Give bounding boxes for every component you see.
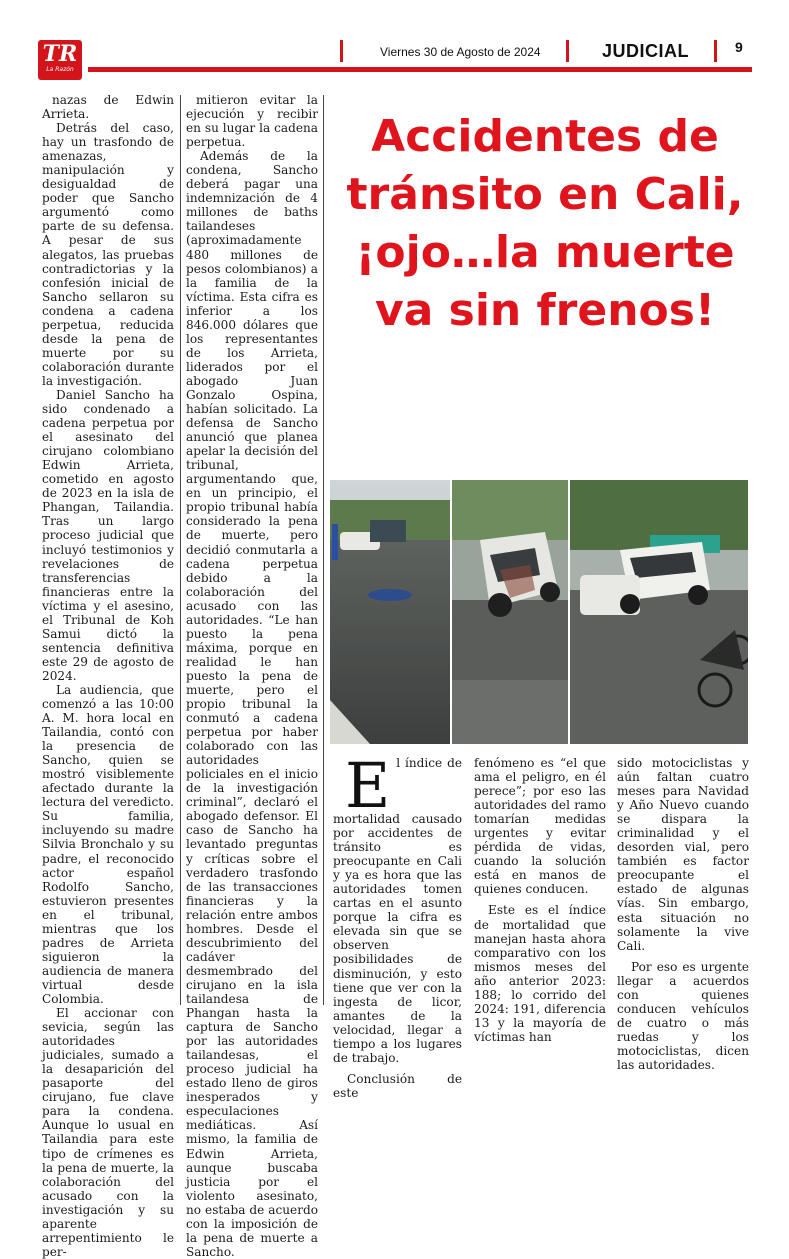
paragraph: Detrás del caso, hay un trasfondo de amenazas, manipulación y desigualdad de poder que Sancho argumentó como parte de su defensa. A pesar de sus alegatos, las pruebas contradictorias y la confesión inicial de Sancho sellaron su condena a cadena perpetua, reducida desde la pena de muerte por su colaboración durante la investigación. bbox=[42, 121, 174, 388]
headline: Accidentes de tránsito en Cali, ¡ojo…la muerte va sin frenos! bbox=[346, 111, 744, 336]
article-column-1 bbox=[42, 93, 174, 1259]
newspaper-logo bbox=[38, 40, 82, 80]
paragraph: Este es el índice de mortalidad que manejan hasta ahora comparativo con los mismos meses del año anterior 2023: 188; lo corrido del 2024: 191, diferencia 13 y la mayoría de víctimas han bbox=[474, 903, 606, 1044]
page-number: 9 bbox=[735, 39, 743, 55]
paragraph: fenómeno es “el que ama el peligro, en él perece”; por eso las autoridades del ramo tomarían medidas urgentes y evitar pérdida de vidas, cuando la solución está en manos de quienes conducen. bbox=[474, 756, 606, 897]
header-divider bbox=[566, 40, 569, 62]
paragraph: La audiencia, que comenzó a las 10:00 A. M. hora local en Tailandia, contó con la presencia de Sancho, quien se mostró visiblemente afectado durante la lectura del veredicto. Su familia, incluyendo su madre Silvia Bronchalo y su padre, el reconocido actor español Rodolfo Sancho, estuvieron presentes en el tribunal, mientras que los padres de Arrieta siguieron la audiencia de manera virtual desde Colombia. bbox=[42, 682, 174, 1006]
paragraph: mitieron evitar la ejecución y recibir en su lugar la cadena perpetua. bbox=[186, 93, 318, 150]
paragraph: Además de la condena, Sancho deberá pagar una indemnización de 4 millones de baths tailandeses (aproximadamente 480 millones de pesos colombianos) a la familia de la víctima. Esta cifra es inferior a los 846.000 dólares que los representantes de los Arrieta, liderados por el abogado Juan Gonzalo Ospina, habían solicitado. La defensa de Sancho anunció que planea apelar la decisión del tribunal, argumentando que, en un principio, el propio tribunal había considerado la pena de muerte, pero decidió conmutarla a cadena perpetua debido a la colaboración del acusado con las autoridades. “Le han puesto la pena máxima, porque en realidad le han puesto la pena de muerte, pero el propio tribunal la conmutó a cadena perpetua por haber colaborado con las autoridades policiales en el inicio de la investigación criminal”, declaró el abogado defensor. El caso de Sancho ha levantado preguntas y críticas sobre el verdadero trasfondo de las transacciones financieras y la relación entre ambos hombres. Desde el descubrimiento del cadáver desmembrado del cirujano en la isla tailandesa de Phangan hasta la captura de Sancho por las autoridades tailandesas, el proceso judicial ha estado lleno de giros inesperados y especulaciones mediáticas. Así mismo, la familia de Edwin Arrieta, aunque buscaba justicia por el violento asesinato, no estaba de acuerdo con la imposición de la pena de muerte a Sancho. bbox=[186, 149, 318, 1259]
paragraph: Por eso es urgente llegar a acuerdos con quienes conducen vehículos de cuatro o más ruedas y los motociclistas, dicen las autoridades. bbox=[617, 959, 749, 1072]
logo-mark: TR bbox=[42, 41, 78, 67]
drop-cap: E bbox=[345, 749, 391, 822]
accident-photos-image bbox=[330, 480, 748, 744]
story-column-3 bbox=[617, 756, 749, 1072]
header-rule bbox=[88, 67, 752, 72]
photo-panel-2 bbox=[452, 480, 568, 744]
paragraph: Conclusión de este bbox=[333, 1071, 462, 1100]
accident-photo-collage bbox=[330, 480, 748, 744]
paragraph: l índice de mortalidad causado por accidentes de tránsito es preocupante en Cali y ya es hora que las autoridades tomen cartas en el asunto porque la cifra es elevada sin que se observen posibilidades de disminución, y esto tiene que ver con la ingesta de licor, amantes de la velocidad, llegar a tiempo a los lugares de trabajo. bbox=[333, 756, 462, 1065]
column-rule bbox=[180, 95, 181, 1005]
story-column-2 bbox=[474, 756, 606, 1044]
logo-subtitle: La Razón bbox=[46, 66, 74, 73]
column-rule bbox=[323, 95, 324, 1005]
section-title: JUDICIAL bbox=[602, 41, 690, 61]
photo-panel-1 bbox=[330, 480, 450, 744]
header-divider bbox=[340, 40, 343, 62]
header-divider bbox=[714, 40, 717, 62]
story-column-1 bbox=[333, 749, 462, 1100]
article-column-2 bbox=[186, 93, 318, 1259]
paragraph: sido motociclistas y aún faltan cuatro meses para Navidad y Año Nuevo cuando se dispara la criminalidad y el desorden vial, pero también es factor preocupante el estado de algunas vías. Sin embargo, esta situación no solamente la vive Cali. bbox=[617, 756, 749, 953]
photo-panel-3 bbox=[570, 480, 748, 744]
page-header bbox=[0, 0, 789, 76]
paragraph: nazas de Edwin Arrieta. bbox=[42, 93, 174, 122]
issue-date: Viernes 30 de Agosto de 2024 bbox=[380, 45, 541, 59]
paragraph: Daniel Sancho ha sido condenado a cadena perpetua por el asesinato del cirujano colombiano Edwin Arrieta, cometido en agosto de 2023 en la isla de Phangan, Tailandia. Tras un largo proceso judicial que incluyó testimonios y revelaciones de transferencias financieras entre la víctima y el asesino, el Tribunal de Koh Samui dictó la sentencia definitiva este 29 de agosto de 2024. bbox=[42, 387, 174, 683]
paragraph: El accionar con sevicia, según las autoridades judiciales, sumado a la desaparición del pasaporte del cirujano, fue clave para la condena. Aunque lo usual en Tailandia para este tipo de crímenes es la pena de muerte, la colaboración del acusado con la investigación y su aparente arrepentimiento le per- bbox=[42, 1006, 174, 1259]
